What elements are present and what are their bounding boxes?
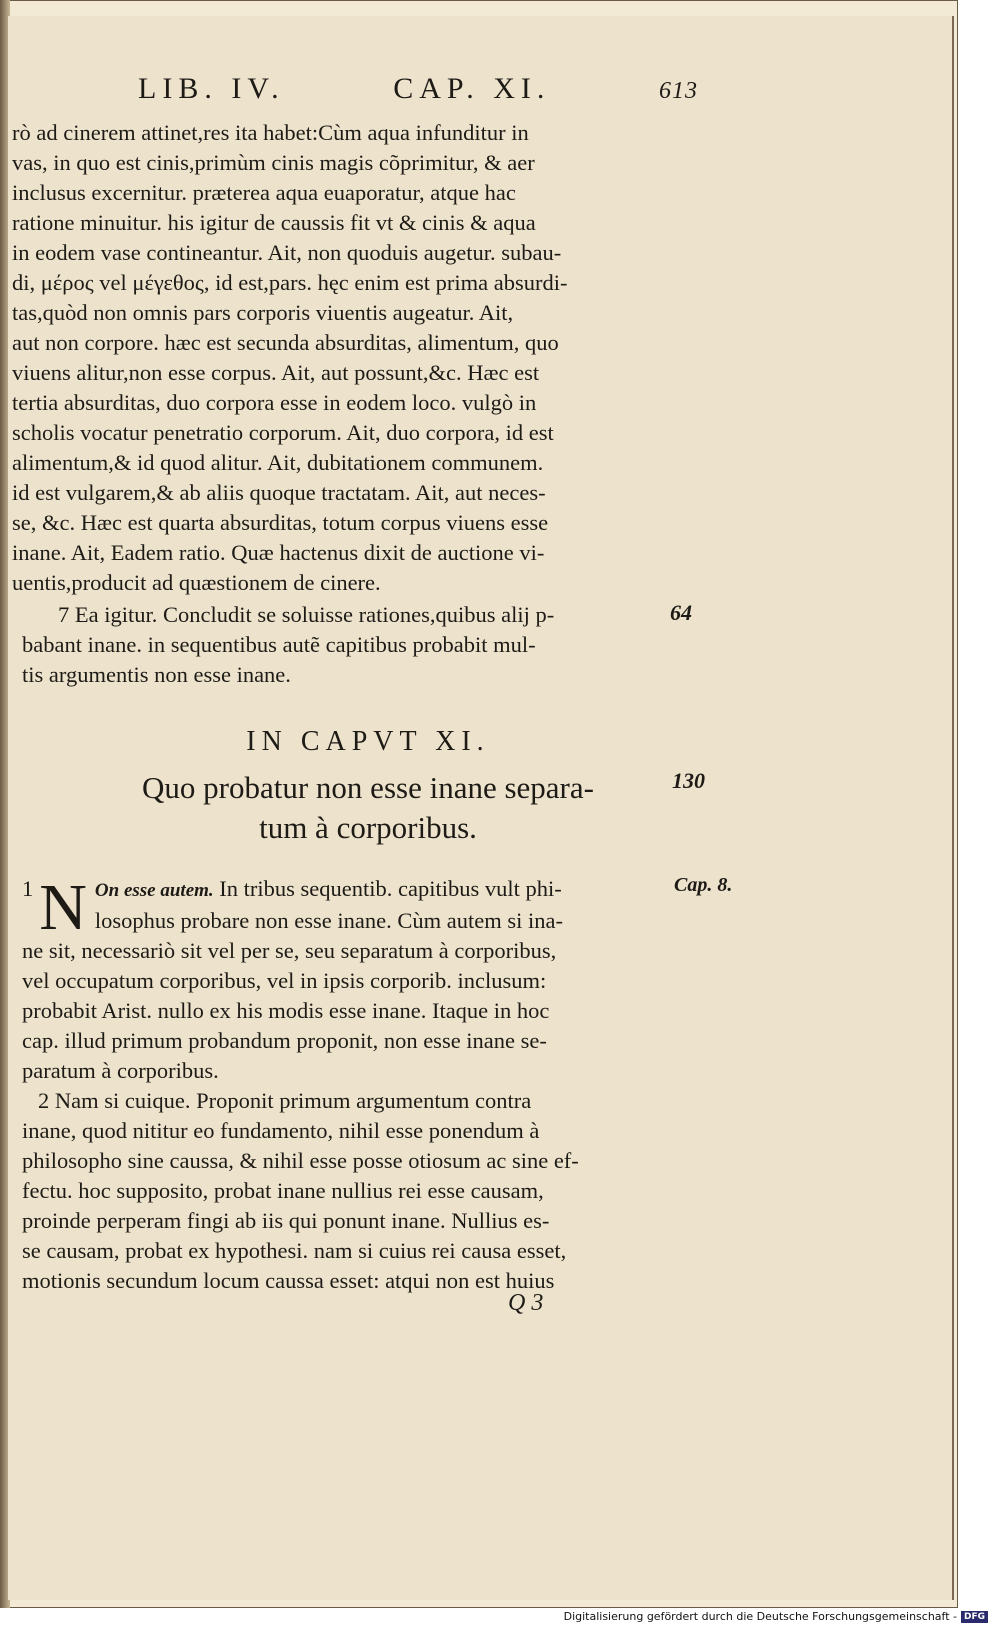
section-title [108,768,628,848]
text-line: inclusus excernitur. præterea aqua euaporatur, atque hac [12,180,516,205]
commentary-block-1 [12,118,672,598]
text-line: ne sit, necessariò sit vel per se, seu separatum à corporibus, [22,938,557,963]
margin-note-64: 64 [670,600,692,625]
text-line: 2 Nam si cuique. Proponit primum argumentum contra [38,1088,532,1113]
text-line: inane. Ait, Eadem ratio. Quæ hactenus dixit de auctione vi- [12,540,545,565]
text-line: id est vulgarem,& ab aliis quoque tractatam. Ait, aut neces- [12,480,546,505]
text-line: 7 Ea igitur. Concludit se soluisse rationes,quibus alij p- [58,602,555,627]
commentary-block-3 [22,871,672,1296]
text-line: tas,quòd non omnis pars corporis viuentis augeatur. Ait, [12,300,514,325]
footer-credit [564,1610,988,1623]
text-line: se causam, probat ex hypothesi. nam si cuius rei causa esset, [22,1238,567,1263]
text-line: proinde perperam fingi ab iis qui ponunt inane. Nullius es- [22,1208,550,1233]
commentary-block-2 [22,600,672,690]
text-line: se, &c. Hæc est quarta absurditas, totum corpus viuens esse [12,510,549,535]
text-line: ratione minuitur. his igitur de caussis fit vt & cinis & aqua [12,210,536,235]
text-line: tis argumentis non esse inane. [22,662,291,687]
text-line: scholis vocatur penetratio corporum. Ait, duo corpora, id est [12,420,554,445]
running-head [138,72,698,106]
paragraph-number: 1 [22,876,34,901]
running-head-book: LIB. IV. [138,72,285,105]
section-title-line-1: Quo probatur non esse inane separa- [142,770,594,805]
footer-text: Digitalisierung gefördert durch die Deutsche Forschungsgemeinschaft - [563,1610,957,1623]
text-line: di, μέρος vel μέγεθος, id est,pars. hęc enim est prima absurdi- [12,270,568,295]
text-line: in eodem vase contineantur. Ait, non quoduis augetur. subau- [12,240,562,265]
book-page [8,16,954,1600]
text-line: babant inane. in sequentibus autẽ capitibus probabit mul- [22,632,536,657]
text-line [95,874,672,906]
margin-note-cap: Cap. 8. [674,874,733,896]
running-head-chapter: CAP. XI. [393,72,551,105]
text-line: cap. illud primum probandum proponit, non esse inane se- [22,1028,547,1053]
text-line: fectu. hoc supposito, probat inane nullius rei esse causam, [22,1178,544,1203]
text-line: probabit Arist. nullo ex his modis esse inane. Itaque in hoc [22,998,550,1023]
folio-number: 613 [658,78,698,104]
text-line: viuens alitur,non esse corpus. Ait, aut possunt,&c. Hæc est [12,360,540,385]
dfg-logo: DFG [961,1611,988,1623]
text-line: losophus probare non esse inane. Cùm autem si ina- [94,908,563,933]
opening-line [22,871,672,944]
text-line: vel occupatum corporibus, vel in ipsis corporib. inclusum: [22,968,547,993]
text-line: alimentum,& id quod alitur. Ait, dubitationem communem. [12,450,544,475]
section-title-line-2: tum à corporibus. [259,810,477,845]
drop-cap: N [39,871,87,944]
margin-note-130: 130 [672,768,705,793]
lemma: On esse autem. [94,880,214,901]
text-line: motionis secundum locum caussa esset: atqui non est huius [22,1268,555,1293]
text-line: aut non corpore. hæc est secunda absurditas, alimentum, quo [12,330,559,355]
text-line: tertia absurditas, duo corpora esse in eodem loco. vulgò in [12,390,537,415]
signature-mark: Q 3 [508,1290,544,1316]
text-line: philosopho sine caussa, & nihil esse posse otiosum ac sine ef- [22,1148,579,1173]
section-heading: IN CAPVT XI. [246,726,490,757]
text-line-content: In tribus sequentib. capitibus vult phi- [219,876,562,901]
text-line: vas, in quo est cinis,primùm cinis magis cõprimitur, & aer [12,150,535,175]
text-line: uentis,producit ad quæstionem de cinere. [12,570,381,595]
text-line: paratum à corporibus. [22,1058,219,1083]
text-line: rò ad cinerem attinet,res ita habet:Cùm aqua infunditur in [12,120,529,145]
text-line: inane, quod nititur eo fundamento, nihil esse ponendum à [22,1118,540,1143]
